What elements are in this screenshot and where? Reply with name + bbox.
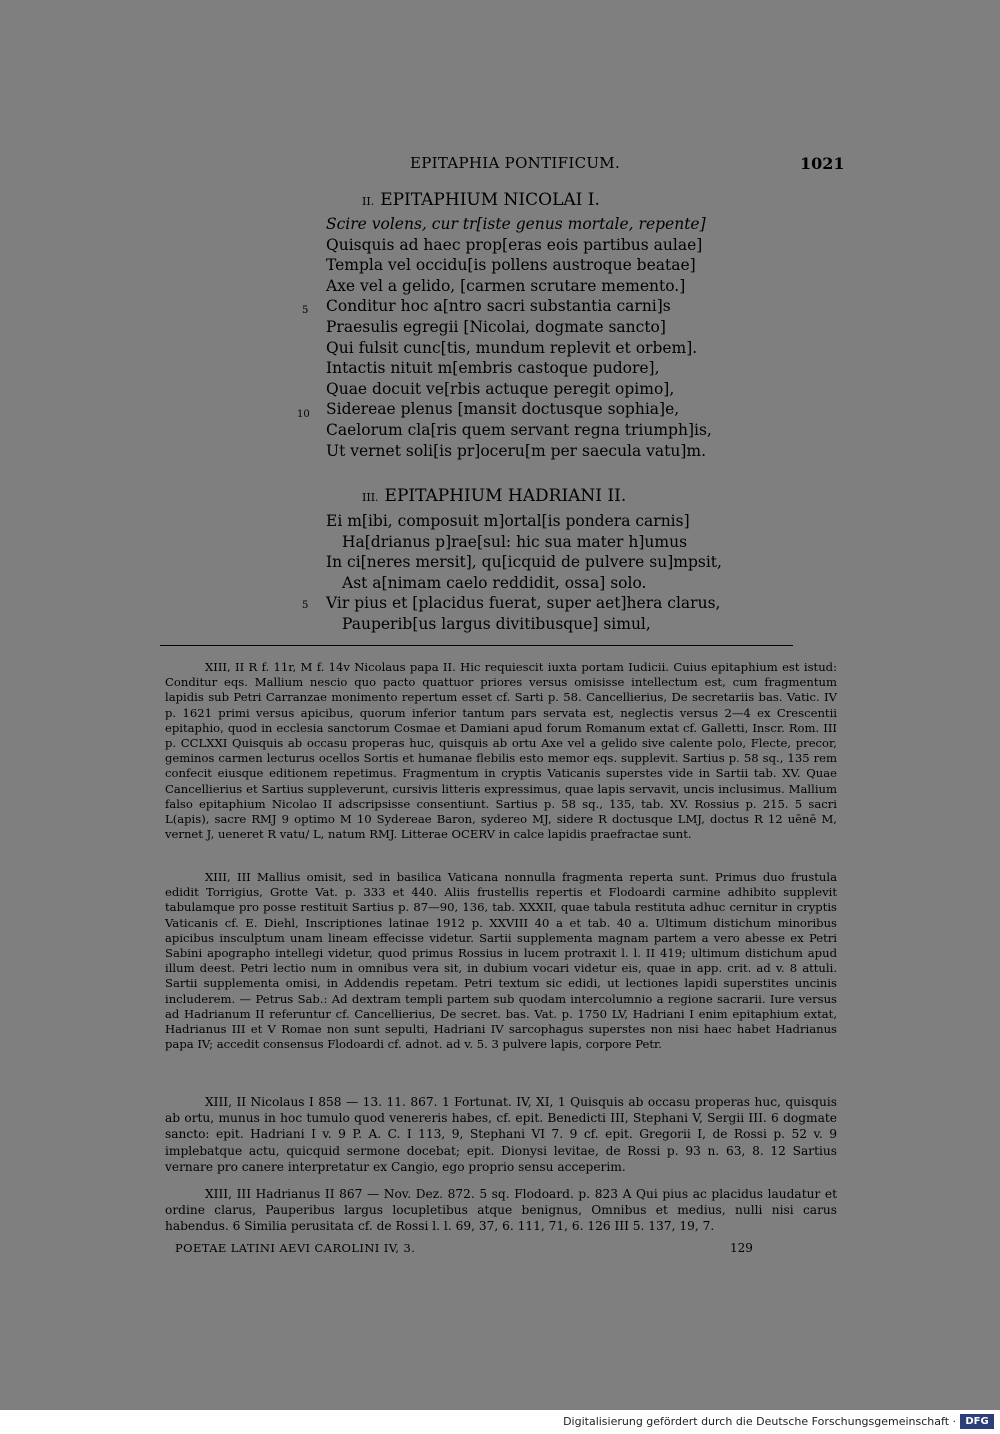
- credit-text: Digitalisierung gefördert durch die Deutsche Forschungsgemeinschaft ·: [563, 1415, 956, 1428]
- verse-line: In ci[neres mersit], qu[icquid de pulvere su]mpsit,: [326, 553, 722, 572]
- verse-line: Scire volens, cur tr[iste genus mortale, repente]: [326, 215, 706, 233]
- digitization-credit-bar: [0, 1410, 1000, 1434]
- verse-line: Caelorum cla[ris quem servant regna triumph]is,: [326, 420, 712, 439]
- source-notes-hadriani: [165, 1186, 837, 1235]
- footnote-paragraph: XIII, III Mallius omisit, sed in basilica Vaticana nonnulla fragmenta reperta sunt. Primus duo frustula edidit Torrigius, Grotte Vat. p. 333 et 440. Aliis frustellis repertis et Flodoardi carmine adhibito supplevit tabulamque pro posse restituit Sartius p. 87—90, 136, tab. XXXII, quae tabula restituta adhuc cernitur in cryptis Vaticanis cf. E. Diehl, Inscriptiones latinae 1912 p. XXVIII 40 a et tab. 40 a. Ultimum distichum minoribus apicibus insculptum unam lineam effecisse videtur. Sartii supplementa magnam partem a vero abesse ex Petri Sabini apographo intellegi videtur, quod primus Rossius in lucem protraxit l. l. II 419; ultimum distichum apud illum deest. Petri lectio num in omnibus vera sit, in dubium vocari videtur eis, quae in app. crit. ad v. 8 attuli. Sartii supplementa omisi, in Addendis repetam. Petri textum sic edidi, ut lectiones lapidi superstites uncinis includerem. — Petrus Sab.: Ad dextram templi partem sub quodam intercolumnio a regione sacrarii. Iure versus ad Hadrianum II referuntur cf. Cancellierius, De secret. bas. Vat. p. 1750 LV, Hadriani I enim epitaphium extat, Hadrianus III et V Romae non sunt sepulti, Hadriani IV sarcophagus superstes non nisi haec habet Hadrianus papa IV; accedit consensus Flodoardi cf. adnot. ad v. 5. 3 pulvere lapis, corpore Petr.: [165, 870, 837, 1052]
- verse-line: Axe vel a gelido, [carmen scrutare memento.]: [326, 276, 686, 295]
- section-heading: EPITAPHIUM HADRIANI II.: [384, 486, 627, 506]
- source-notes-nicolai: [165, 1094, 837, 1175]
- sheet-number: 129: [730, 1241, 753, 1255]
- verse-line: Conditur hoc a[ntro sacri substantia carni]s: [326, 297, 671, 316]
- verse-line: Ut vernet soli[is pr]oceru[m per saecula vatu]m.: [326, 441, 707, 460]
- section-heading: EPITAPHIUM NICOLAI I.: [380, 190, 600, 210]
- critical-apparatus-nicolai: [165, 660, 837, 842]
- verse-line: Quae docuit ve[rbis actuque peregit opimo],: [326, 379, 675, 398]
- section-number: II.: [362, 195, 375, 208]
- poem-hadriani: [326, 511, 722, 635]
- verse-line: Pauperib[us largus divitibusque] simul,: [342, 614, 651, 633]
- footnote-paragraph: XIII, II R f. 11r, M f. 14v Nicolaus papa II. Hic requiescit iuxta portam Iudicii. Cuius epitaphium est istud: Conditur eqs. Mallium nescio quo pacto quattuor priores versus omisisse intellectum est, cum fragmentum lapidis sub Petri Carranzae monimento repertum esset cf. Sarti p. 58. Cancellierius, De secretariis bas. Vatic. IV p. 1621 primi versus apicibus, quorum inferior tantum pars servata est, neglectis versus 2—4 ex Crescentii epitaphio, quod in ecclesia sanctorum Cosmae et Damiani apud forum Romanum extat cf. Galletti, Inscr. Rom. III p. CCLXXI Quisquis ab occasu properas huc, quisquis ab ortu Axe vel a gelido sive calente polo, Flecte, precor, geminos carmen lecturus ocellos Sortis et humanae flebilis esto memor eqs. supplevit. Sartius p. 58 sq., 135 rem confecit eiusque editionem repetimus. Fragmentum in cryptis Vaticanis superstes vide in Sartii tab. XV. Quae Cancellierius et Sartius suppleverunt, cursivis litteris expressimus, quae lapis servavit, uncis inclusimus. Mallium falso epitaphium Nicolao II adscripsisse consentiunt. Sartius p. 58 sq., 135, tab. XV. Rossius p. 215. 5 sacri L(apis), sacre RMJ 9 optimo M 10 Sydereae Baron, sydereo MJ, sidere R doctusque LMJ, doctus R 12 uēnē M, vernet J, ueneret R vatu/ L, natum RMJ. Litterae OCERV in calce lapidis praefractae sunt.: [165, 660, 837, 842]
- section-title-nicolai: [362, 190, 600, 210]
- verse-line: Ha[drianus p]rae[sul: hic sua mater h]umus: [342, 532, 688, 551]
- verse-line: Qui fulsit cunc[tis, mundum replevit et orbem].: [326, 338, 698, 357]
- dfg-logo-icon: DFG: [960, 1414, 994, 1429]
- verse-line: Quisquis ad haec prop[eras eois partibus aulae]: [326, 235, 703, 254]
- verse-line: Praesulis egregii [Nicolai, dogmate sancto]: [326, 317, 666, 336]
- line-number-5: 5: [302, 600, 309, 611]
- footnote-paragraph: XIII, II Nicolaus I 858 — 13. 11. 867. 1 Fortunat. IV, XI, 1 Quisquis ab occasu properas huc, quisquis ab ortu, munus in hoc tumulo quod venereris habes, cf. epit. Benedicti III, Stephani V, Sergii III. 6 dogmate sancto: epit. Hadriani I v. 9 P. A. C. I 113, 9, Stephani VI 7. 9 cf. epit. Gregorii I, de Rossi p. 52 v. 9 implebatque actu, quicquid sermone docebat; epit. Dionysi levitae, de Rossi p. 93 n. 63, 8. 12 Sartius vernare pro canere interpretatur ex Cangio, ego proprio sensu acceperim.: [165, 1095, 837, 1174]
- page-number: 1021: [800, 154, 845, 173]
- line-number-10: 10: [297, 409, 310, 420]
- verse-line: Vir pius et [placidus fuerat, super aet]hera clarus,: [326, 594, 721, 613]
- critical-apparatus-hadriani: [165, 870, 837, 1052]
- line-number-5: 5: [302, 305, 309, 316]
- verse-line: Ei m[ibi, composuit m]ortal[is pondera carnis]: [326, 512, 690, 530]
- sheet-signature: POETAE LATINI AEVI CAROLINI IV, 3.: [175, 1241, 416, 1255]
- footnote-paragraph: XIII, III Hadrianus II 867 — Nov. Dez. 872. 5 sq. Flodoard. p. 823 A Qui pius ac placidus laudatur et ordine clarus, Pauperibus largus locupletibus atque benignus, Omnibus et medius, nulli nisi carus habendus. 6 Similia perusitata cf. de Rossi l. l. 69, 37, 6. 111, 71, 6. 126 III 5. 137, 19, 7.: [165, 1187, 837, 1234]
- running-title: EPITAPHIA PONTIFICUM.: [410, 154, 621, 172]
- poem-nicolai: [326, 214, 712, 461]
- section-number: III.: [362, 491, 379, 504]
- footnote-rule: [160, 645, 793, 646]
- verse-line: Intactis nituit m[embris castoque pudore],: [326, 359, 660, 378]
- verse-line: Templa vel occidu[is pollens austroque beatae]: [326, 256, 696, 275]
- verse-line: Sidereae plenus [mansit doctusque sophia]e,: [326, 400, 680, 419]
- section-title-hadriani: [362, 486, 626, 506]
- verse-line: Ast a[nimam caelo reddidit, ossa] solo.: [342, 573, 647, 592]
